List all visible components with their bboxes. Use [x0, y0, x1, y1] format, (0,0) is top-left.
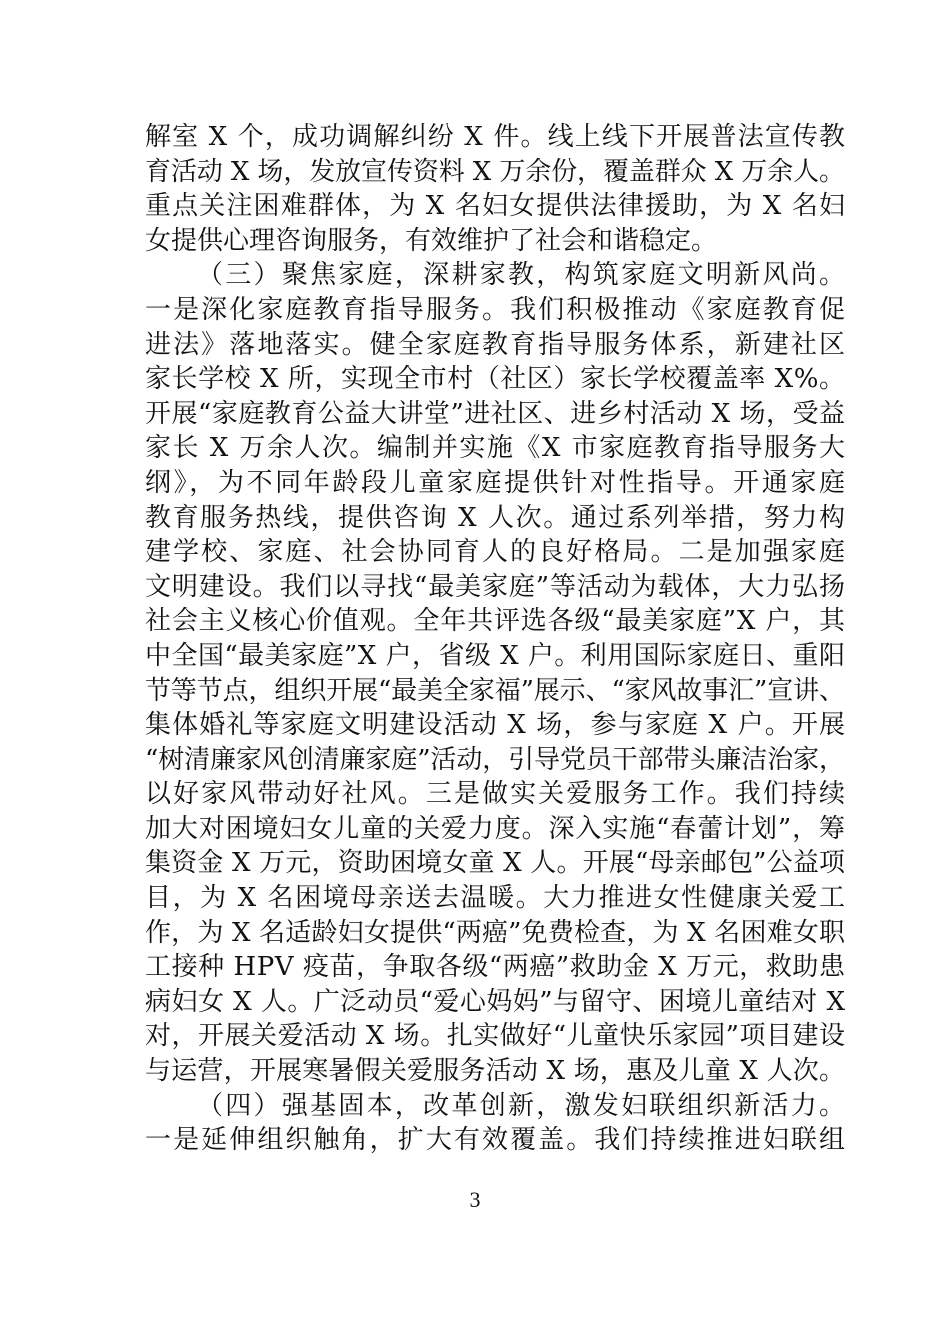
- text-line: 中全国“最美家庭”X 户，省级 X 户。利用国际家庭日、重阳: [145, 640, 846, 671]
- body-text: [145, 120, 848, 1158]
- text-line: 目，为 X 名困境母亲送去温暖。大力推进女性健康关爱工: [145, 883, 847, 914]
- text-line: “树清廉家风创清廉家庭”活动，引导党员干部带头廉洁治家，: [145, 744, 845, 775]
- page-number: 3: [469, 1187, 481, 1212]
- section-heading-3: （三）聚焦家庭，深耕家教，构筑家庭文明新风尚。: [197, 260, 848, 291]
- text-line: 加大对困境妇女儿童的关爱力度。深入实施“春蕾计划”，筹: [145, 813, 846, 844]
- text-line: 建学校、家庭、社会协同育人的良好格局。二是加强家庭: [145, 537, 848, 568]
- text-line: 与运营，开展寒暑假关爱服务活动 X 场，惠及儿童 X 人次。: [145, 1056, 846, 1087]
- text-line: 家长 X 万余人次。编制并实施《X 市家庭教育指导服务大: [145, 433, 847, 464]
- text-line: 对，开展关爱活动 X 场。扎实做好“儿童快乐家园”项目建设: [145, 1021, 846, 1052]
- text-line: 进法》落地落实。健全家庭教育指导服务体系，新建社区: [145, 329, 848, 360]
- text-line: 集资金 X 万元，资助困境女童 X 人。开展“母亲邮包”公益项: [145, 848, 846, 879]
- text-line: 节等节点，组织开展“最美全家福”展示、“家风故事汇”宣讲、: [145, 675, 845, 706]
- text-line: 工接种 HPV 疫苗，争取各级“两癌”救助金 X 万元，救助患: [145, 952, 846, 983]
- text-line: 社会主义核心价值观。全年共评选各级“最美家庭”X 户，其: [145, 606, 846, 637]
- text-line: 文明建设。我们以寻找“最美家庭”等活动为载体，大力弘扬: [145, 571, 846, 602]
- text-line: 解室 X 个，成功调解纠纷 X 件。线上线下开展普法宣传教: [145, 122, 847, 152]
- text-line: 重点关注困难群体，为 X 名妇女提供法律援助，为 X 名妇: [145, 191, 847, 222]
- text-line: 开展“家庭教育公益大讲堂”进社区、进乡村活动 X 场，受益: [145, 398, 846, 429]
- text-line: 一是延伸组织触角，扩大有效覆盖。我们持续推进妇联组: [145, 1125, 848, 1156]
- text-line: 纲》，为不同年龄段儿童家庭提供针对性指导。开通家庭: [145, 467, 848, 498]
- text-line: 女提供心理咨询服务，有效维护了社会和谐稳定。: [145, 225, 718, 256]
- section-heading-4: （四）强基固本，改革创新，激发妇联组织新活力。: [197, 1090, 848, 1121]
- text-line: 家长学校 X 所，实现全市村（社区）家长学校覆盖率 X%。: [145, 364, 846, 395]
- text-line: 育活动 X 场，发放宣传资料 X 万余份，覆盖群众 X 万余人。: [145, 156, 845, 187]
- text-line: 作，为 X 名适龄妇女提供“两癌”免费检查，为 X 名困难女职: [145, 917, 846, 948]
- text-line: 教育服务热线，提供咨询 X 人次。通过系列举措，努力构: [145, 502, 847, 533]
- text-line: 集体婚礼等家庭文明建设活动 X 场，参与家庭 X 户。开展: [145, 710, 847, 741]
- text-line: 以好家风带动好社风。三是做实关爱服务工作。我们持续: [145, 779, 848, 810]
- text-line: 一是深化家庭教育指导服务。我们积极推动《家庭教育促: [145, 294, 848, 325]
- text-line: 病妇女 X 人。广泛动员“爱心妈妈”与留守、困境儿童结对 X: [145, 986, 846, 1017]
